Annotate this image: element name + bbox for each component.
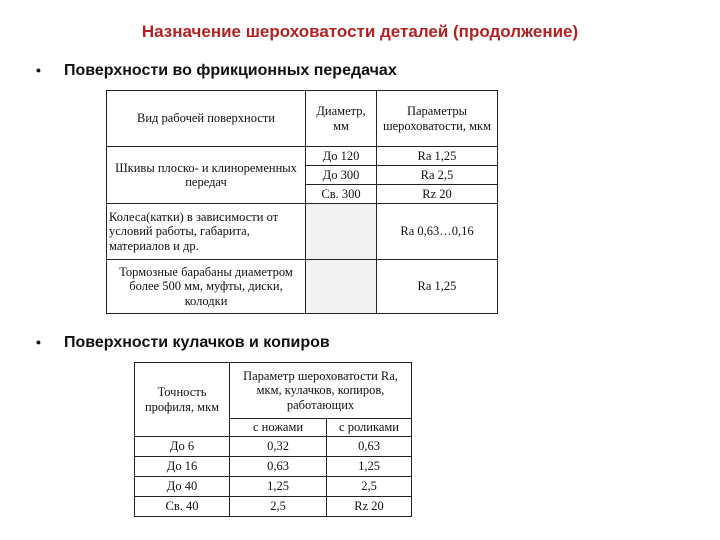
cell-accuracy: Св. 40	[135, 497, 230, 517]
cell-param: Ra 2,5	[377, 166, 498, 185]
cell-diameter-empty	[306, 204, 377, 260]
header-roughness: Параметры шероховатости, мкм	[377, 91, 498, 147]
cell-surface: Колеса(катки) в зависимости от условий работы, габарита, материалов и др.	[107, 204, 306, 260]
bullet-icon: •	[36, 334, 41, 350]
cell-param: Ra 0,63…0,16	[377, 204, 498, 260]
cell-param: Rz 20	[377, 185, 498, 204]
header-diameter: Диаметр, мм	[306, 91, 377, 147]
cell-knives: 2,5	[230, 497, 327, 517]
table-row	[107, 260, 498, 314]
cell-knives: 1,25	[230, 477, 327, 497]
table-header-row	[107, 91, 498, 147]
table-row	[135, 497, 412, 517]
header-accuracy: Точность профиля, мкм	[135, 363, 230, 437]
bullet-icon: •	[36, 62, 41, 78]
cell-accuracy: До 40	[135, 477, 230, 497]
cam-roughness-table	[134, 362, 412, 517]
friction-roughness-table	[106, 90, 498, 314]
cell-surface: Тормозные барабаны диаметром более 500 мм, муфты, диски, колодки	[107, 260, 306, 314]
subheader-rollers: с роликами	[327, 419, 412, 437]
cell-accuracy: До 16	[135, 457, 230, 477]
page-title: Назначение шероховатости деталей (продолжение)	[141, 22, 579, 41]
section-heading-cams	[36, 334, 330, 352]
cell-param: Ra 1,25	[377, 260, 498, 314]
table-header-row	[135, 363, 412, 419]
section-heading-text: Поверхности во фрикционных передачах	[64, 62, 397, 79]
table-row	[135, 457, 412, 477]
section-heading-friction	[36, 62, 397, 80]
cell-diameter: До 300	[306, 166, 377, 185]
cell-accuracy: До 6	[135, 437, 230, 457]
cell-rollers: 1,25	[327, 457, 412, 477]
table-row	[135, 477, 412, 497]
cell-diameter: До 120	[306, 147, 377, 166]
table-row	[107, 147, 498, 166]
section-heading-text: Поверхности кулачков и копиров	[64, 334, 330, 351]
cell-param: Ra 1,25	[377, 147, 498, 166]
cell-rollers: Rz 20	[327, 497, 412, 517]
cell-diameter-empty	[306, 260, 377, 314]
cell-surface: Шкивы плоско- и клиноременных передач	[107, 147, 306, 204]
cell-rollers: 2,5	[327, 477, 412, 497]
cell-knives: 0,32	[230, 437, 327, 457]
subheader-knives: с ножами	[230, 419, 327, 437]
cell-diameter: Св. 300	[306, 185, 377, 204]
table-row	[135, 437, 412, 457]
table-row	[107, 204, 498, 260]
cell-knives: 0,63	[230, 457, 327, 477]
cell-rollers: 0,63	[327, 437, 412, 457]
header-roughness: Параметр шероховатости Ra, мкм, кулачков, копиров, работающих	[230, 363, 412, 419]
header-surface-type: Вид рабочей поверхности	[107, 91, 306, 147]
